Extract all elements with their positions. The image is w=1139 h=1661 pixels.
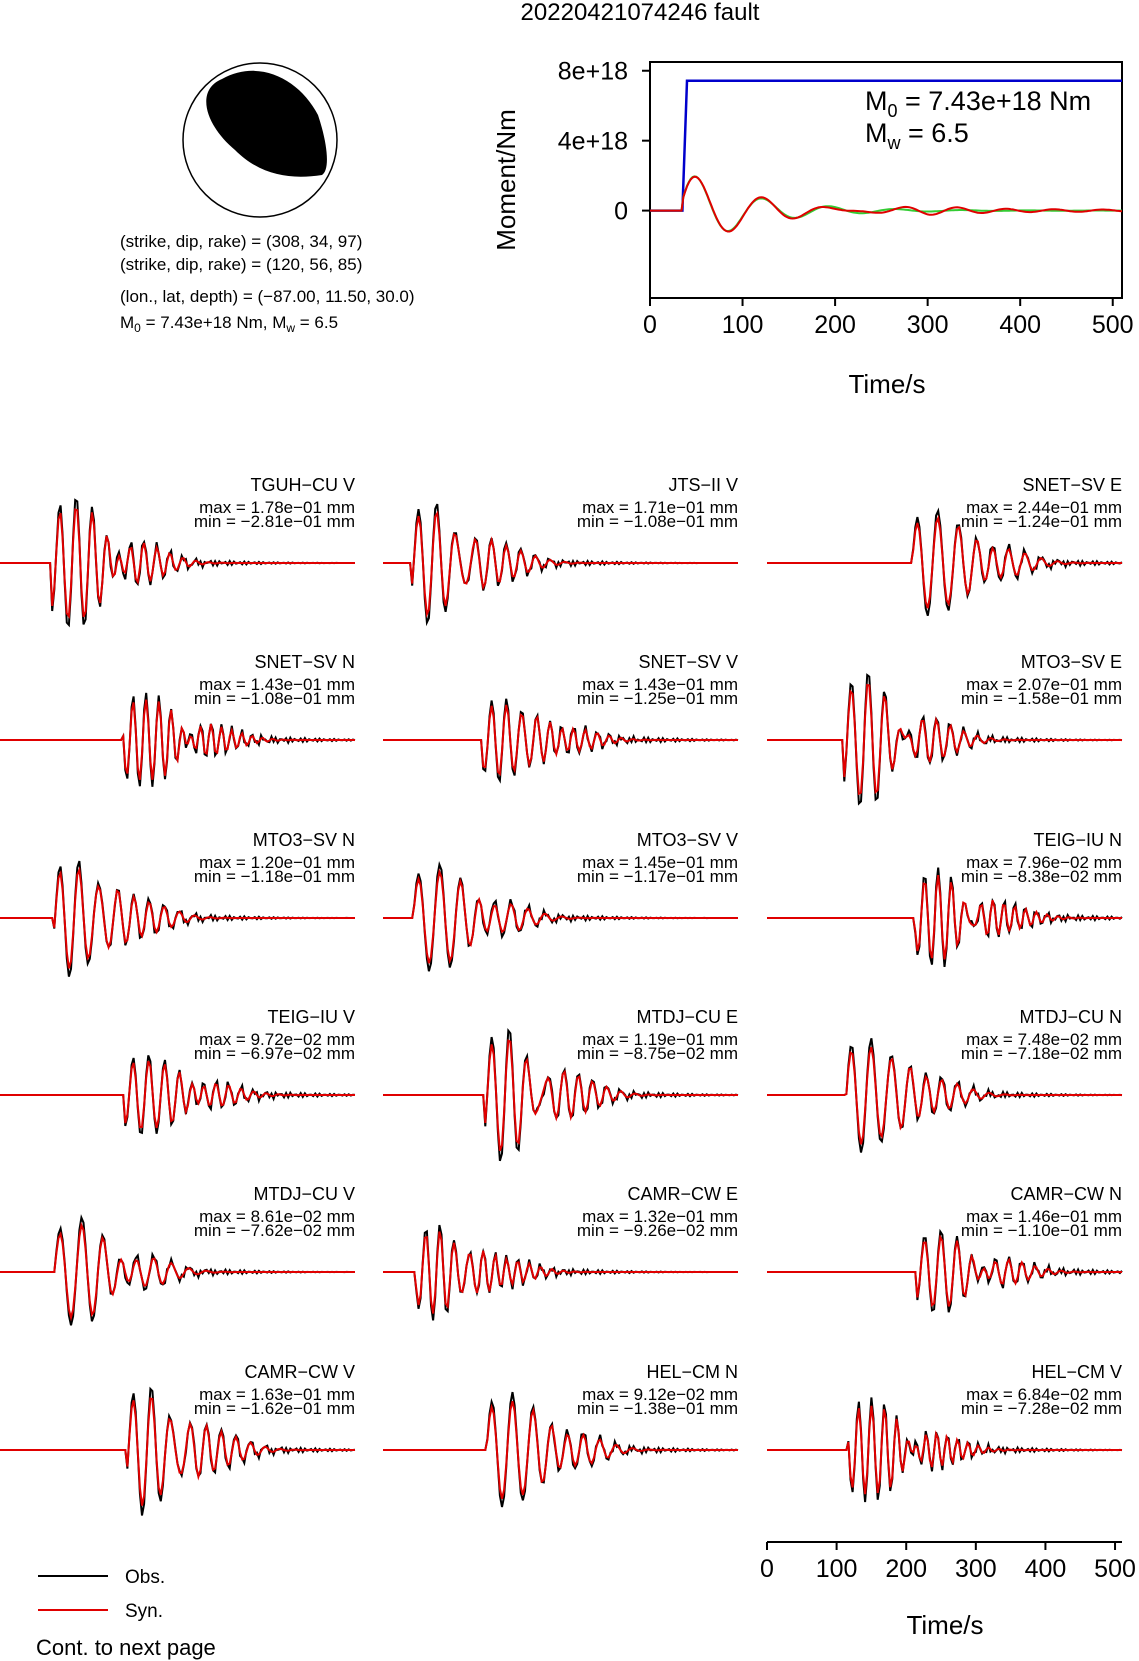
station-min: min = −8.75e−02 mm <box>576 1044 738 1063</box>
waveform-panel <box>383 1184 738 1320</box>
waveform-xtick-label: 200 <box>885 1555 928 1583</box>
station-min: min = −1.08e−01 mm <box>193 689 355 708</box>
station-max: max = 2.44e−01 mm <box>966 498 1122 517</box>
station-max: max = 1.43e−01 mm <box>199 675 355 694</box>
station-min: min = −7.28e−02 mm <box>960 1399 1122 1418</box>
station-max: max = 2.07e−01 mm <box>966 675 1122 694</box>
syn-trace <box>383 1232 738 1314</box>
station-name: MTDJ−CU N <box>1019 1007 1122 1027</box>
waveform-panel <box>383 830 738 971</box>
moment-y-ticks <box>558 58 650 226</box>
station-min: min = −1.62e−01 mm <box>193 1399 355 1418</box>
figure-title: 20220421074246 fault <box>520 0 760 26</box>
station-name: HEL−CM V <box>1031 1362 1122 1382</box>
station-name: MTO3−SV E <box>1020 652 1122 672</box>
station-max: max = 1.63e−01 mm <box>199 1385 355 1404</box>
syn-trace <box>767 1237 1122 1306</box>
moment-ytick-label: 4e+18 <box>557 127 628 156</box>
waveform-panel <box>767 1184 1122 1312</box>
mechanism-plane-1: (strike, dip, rake) = (308, 34, 97) <box>120 232 363 251</box>
station-min: min = −6.97e−02 mm <box>193 1044 355 1063</box>
syn-trace <box>0 700 355 780</box>
station-name: TEIG−IU N <box>1033 830 1122 850</box>
legend-syn-label: Syn. <box>125 1601 164 1622</box>
station-max: max = 8.61e−02 mm <box>199 1207 355 1226</box>
waveform-panel <box>383 475 738 622</box>
station-min: min = −2.81e−01 mm <box>193 512 355 531</box>
station-name: MTDJ−CU V <box>253 1184 355 1204</box>
moment-ytick-label: 8e+18 <box>557 57 628 86</box>
station-name: SNET−SV E <box>1022 475 1122 495</box>
moment-xtick-label: 500 <box>1091 311 1134 339</box>
waveform-panel <box>0 1362 355 1516</box>
station-max: max = 1.46e−01 mm <box>966 1207 1122 1226</box>
moment-xtick-label: 400 <box>999 311 1042 339</box>
station-name: HEL−CM N <box>646 1362 738 1382</box>
footer-note: Cont. to next page <box>36 1635 216 1660</box>
station-min: min = −1.24e−01 mm <box>960 512 1122 531</box>
station-max: max = 7.48e−02 mm <box>966 1030 1122 1049</box>
waveform-xlabel: Time/s <box>906 1610 984 1640</box>
moment-ytick-label: 0 <box>614 197 628 226</box>
station-name: CAMR−CW E <box>627 1184 738 1204</box>
station-name: SNET−SV V <box>638 652 738 672</box>
waveform-xtick-label: 100 <box>815 1555 858 1583</box>
syn-trace <box>0 1061 355 1128</box>
moment-mw-label: $M_w = 6.5$ <box>865 118 969 153</box>
waveform-xtick-label: 0 <box>760 1555 774 1583</box>
station-max: max = 1.32e−01 mm <box>582 1207 738 1226</box>
station-max: max = 7.96e−02 mm <box>966 853 1122 872</box>
station-min: min = −1.18e−01 mm <box>193 867 355 886</box>
moment-xtick-label: 200 <box>814 311 856 339</box>
waveform-panel <box>767 475 1122 616</box>
waveform-panel <box>0 475 355 625</box>
station-name: MTO3−SV V <box>636 830 738 850</box>
station-min: min = −1.17e−01 mm <box>576 867 738 886</box>
waveform-panels <box>0 475 1122 1516</box>
station-max: max = 1.19e−01 mm <box>582 1030 738 1049</box>
station-min: min = −1.10e−01 mm <box>960 1221 1122 1240</box>
station-name: TEIG−IU V <box>267 1007 355 1027</box>
moment-xtick-label: 100 <box>721 311 764 339</box>
station-name: JTS−II V <box>668 475 738 495</box>
waveform-panel <box>383 1362 738 1507</box>
station-min: min = −8.38e−02 mm <box>960 867 1122 886</box>
waveform-xtick-label: 400 <box>1024 1555 1067 1583</box>
mechanism-location: (lon., lat, depth) = (−87.00, 11.50, 30.0) <box>120 287 415 306</box>
station-max: max = 1.43e−01 mm <box>582 675 738 694</box>
waveform-panel <box>767 652 1122 803</box>
station-name: MTO3−SV N <box>252 830 355 850</box>
syn-trace <box>383 705 738 774</box>
station-name: TGUH−CU V <box>250 475 355 495</box>
moment-x-ticks <box>643 298 1134 339</box>
legend-obs-label: Obs. <box>125 1567 166 1588</box>
mechanism-info <box>120 232 415 335</box>
waveform-panel <box>767 1362 1122 1502</box>
moment-xlabel: Time/s <box>848 369 926 399</box>
station-name: CAMR−CW N <box>1010 1184 1122 1204</box>
station-min: min = −1.58e−01 mm <box>960 689 1122 708</box>
syn-trace <box>767 875 1122 959</box>
waveform-panel <box>0 652 355 787</box>
station-name: SNET−SV N <box>254 652 355 672</box>
legend <box>38 1567 165 1622</box>
waveform-panel <box>0 1007 355 1134</box>
station-max: max = 1.78e−01 mm <box>199 498 355 517</box>
waveform-panel <box>0 1184 355 1325</box>
moment-rate-red-curve <box>650 177 1122 232</box>
moment-rate-green-curve <box>650 176 1122 231</box>
moment-m0-label: $M_0 = 7.43e+18$ Nm <box>865 86 1092 121</box>
station-min: min = −9.26e−02 mm <box>576 1221 738 1240</box>
moment-xtick-label: 0 <box>643 311 657 339</box>
waveform-xtick-label: 300 <box>954 1555 997 1583</box>
station-min: min = −7.62e−02 mm <box>193 1221 355 1240</box>
waveform-panel <box>0 830 355 977</box>
station-min: min = −1.08e−01 mm <box>576 512 738 531</box>
station-name: MTDJ−CU E <box>636 1007 738 1027</box>
waveform-panel <box>767 830 1122 967</box>
waveform-xtick-label: 500 <box>1094 1555 1136 1583</box>
station-max: max = 9.72e−02 mm <box>199 1030 355 1049</box>
moment-rate-plot <box>491 58 1134 399</box>
moment-ylabel: Moment/Nm <box>491 109 521 251</box>
waveform-time-axis <box>760 1542 1136 1640</box>
station-min: min = −1.38e−01 mm <box>576 1399 738 1418</box>
moment-xtick-label: 300 <box>906 311 949 339</box>
syn-trace <box>767 1406 1122 1494</box>
station-max: max = 1.71e−01 mm <box>582 498 738 517</box>
station-max: max = 1.45e−01 mm <box>582 853 738 872</box>
waveform-panel <box>383 652 738 780</box>
station-max: max = 1.20e−01 mm <box>199 853 355 872</box>
station-min: min = −7.18e−02 mm <box>960 1044 1122 1063</box>
mechanism-plane-2: (strike, dip, rake) = (120, 56, 85) <box>120 255 363 274</box>
waveform-panel <box>767 1007 1122 1153</box>
focal-mechanism-beachball <box>183 63 337 217</box>
station-min: min = −1.25e−01 mm <box>576 689 738 708</box>
station-max: max = 6.84e−02 mm <box>966 1385 1122 1404</box>
station-max: max = 9.12e−02 mm <box>582 1385 738 1404</box>
station-name: CAMR−CW V <box>244 1362 355 1382</box>
waveform-panel <box>383 1007 738 1161</box>
syn-trace <box>767 518 1122 608</box>
mechanism-moment: $M_0 = 7.43e+18$ Nm, $M_w = 6.5$ <box>120 313 339 335</box>
